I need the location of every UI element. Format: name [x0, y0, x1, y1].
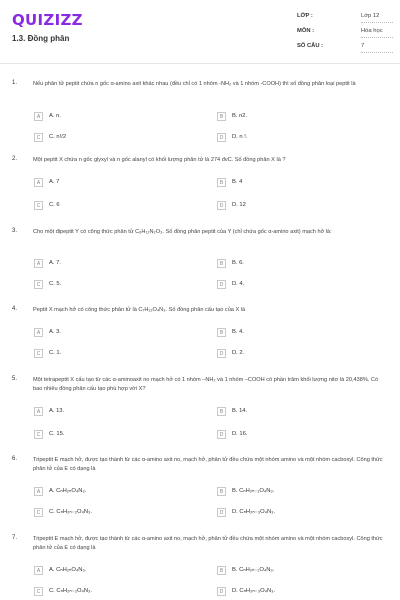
option-letter-box: D — [217, 280, 226, 289]
option-text: B. n2. — [232, 113, 248, 119]
option-text: D. 2. — [232, 350, 245, 356]
meta-row-question-count — [297, 43, 397, 58]
option-letter-box: D — [217, 349, 226, 358]
option-letter-box: B — [217, 487, 226, 496]
option-letter-box: C — [34, 201, 43, 210]
option-text: A. 7. — [49, 260, 61, 266]
option-text: C. 5. — [49, 281, 62, 287]
option-text: B. CₙH₂ₙ₋₁O₄N₃. — [232, 567, 275, 573]
option-letter-box: C — [34, 280, 43, 289]
question-text: Một tetrapeptit X cấu tạo từ các α-aminoaxit no mạch hở có 1 nhóm –NH₂ và 1 nhóm –COOH có phần trăm khối lượng nitơ là 20,438%. Có bao nhiêu đồng phân cấu tạo phù hợp với X? — [33, 377, 379, 393]
option-letter-box: B — [217, 112, 226, 121]
option-text: C. CₙH₂ₙ₋₂O₄N₃. — [49, 509, 92, 515]
option-letter-box: A — [34, 112, 43, 121]
option-letter-box: D — [217, 508, 226, 517]
question-number: 5. — [12, 376, 18, 382]
option-letter-box: D — [217, 201, 226, 210]
option-letter-box: D — [217, 133, 226, 142]
option-letter-box: C — [34, 508, 43, 517]
option-letter-box: A — [34, 487, 43, 496]
question-text: Cho một đipeptit Y có công thức phân tử C₆H₁₂N₂O₃. Số đồng phân peptit của Y (chỉ chứa gốc α-amino axit) mạch hở là: — [33, 229, 332, 235]
option-letter-box: C — [34, 349, 43, 358]
question-number: 2. — [12, 156, 18, 162]
option-text: A. 7 — [49, 179, 60, 185]
option-letter-box: D — [217, 430, 226, 439]
option-text: C. 15. — [49, 431, 65, 437]
option-text: A. CₙH₂ₙO₄N₃. — [49, 488, 87, 494]
option-text: B. 14. — [232, 408, 248, 414]
option-letter-box: B — [217, 328, 226, 337]
option-text: A. 3. — [49, 329, 61, 335]
option-letter-box: C — [34, 587, 43, 596]
option-text: C. 6 — [49, 202, 60, 208]
meta-value: Lớp 12 — [361, 13, 380, 19]
option-letter-box: A — [34, 259, 43, 268]
question-text: Tripeptit E mạch hở, được tạo thành từ các α-amino axit no, mạch hở, phân tử đều chứa một nhóm amino và một nhóm cacboxyl. Công thức phân tử của E có dạng là — [33, 457, 383, 473]
option-text: B. CₙH₂ₙ₋₁O₄N₃. — [232, 488, 275, 494]
option-letter-box: D — [217, 587, 226, 596]
option-letter-box: B — [217, 178, 226, 187]
option-text: A. 13. — [49, 408, 65, 414]
option-text: C. 1. — [49, 350, 62, 356]
option-letter-box: B — [217, 407, 226, 416]
question-text: Peptit X mạch hở có công thức phân tử là C₇H₁₃O₄N₃. Số đồng phân cấu tạo của X là — [33, 307, 246, 313]
quizizz-logo: QUIZIZZ — [12, 11, 83, 29]
option-letter-box: A — [34, 566, 43, 575]
option-letter-box: A — [34, 328, 43, 337]
question-number: 7. — [12, 535, 18, 541]
meta-label: LỚP : — [297, 13, 313, 19]
meta-value: 7 — [361, 43, 365, 49]
option-text: D. CₙH₂ₙ₋₃O₄N₃. — [232, 588, 276, 594]
option-text: D. 4. — [232, 281, 245, 287]
option-text: A. CₙH₂ₙO₄N₃. — [49, 567, 87, 573]
option-text: B. 4 — [232, 179, 243, 185]
question-text: Một peptit X chứa n gốc glyxyl và n gốc alanyl có khối lượng phân tử là 274 đvC. Số đồng phân X là ? — [33, 157, 286, 163]
question-text: Nếu phân tử peptit chứa n gốc α-amino axit khác nhau (đều chỉ có 1 nhóm -NH₂ và 1 nhóm -COOH) thì số đồng phân loại peptit là — [33, 81, 356, 87]
option-letter-box: B — [217, 259, 226, 268]
question-number: 3. — [12, 228, 18, 234]
option-text: C. CₙH₂ₙ₋₂O₄N₃. — [49, 588, 92, 594]
option-text: D. 12 — [232, 202, 246, 208]
option-text: B. 4. — [232, 329, 244, 335]
worksheet-title: 1.3. Đồng phân — [12, 34, 70, 43]
meta-row-class — [297, 13, 397, 28]
meta-underline — [361, 52, 393, 53]
option-text: B. 6. — [232, 260, 244, 266]
option-letter-box: A — [34, 178, 43, 187]
question-number: 6. — [12, 456, 18, 462]
option-letter-box: A — [34, 407, 43, 416]
meta-row-subject — [297, 28, 397, 43]
worksheet-header — [0, 0, 400, 64]
option-text: A. n. — [49, 113, 61, 119]
meta-underline — [361, 37, 393, 38]
question-text: Tripeptit E mạch hở, được tạo thành từ các α-amino axit no, mạch hở, phân tử đều chứa một nhóm amino và một nhóm cacboxyl. Công thức phân tử của E có dạng là — [33, 536, 383, 552]
worksheet-meta — [297, 13, 397, 58]
option-text: D. CₙH₂ₙ₋₃O₄N₃. — [232, 509, 276, 515]
question-number: 1. — [12, 80, 18, 86]
header-divider — [0, 63, 400, 64]
meta-label: SỐ CÂU : — [297, 43, 324, 49]
option-text: D. 16. — [232, 431, 248, 437]
option-text: C. n!/2 — [49, 134, 67, 140]
option-letter-box: B — [217, 566, 226, 575]
option-letter-box: C — [34, 430, 43, 439]
meta-label: MÔN : — [297, 28, 315, 34]
meta-value: Hóa học — [361, 28, 383, 34]
option-text: D. n !. — [232, 134, 248, 140]
meta-underline — [361, 22, 393, 23]
option-letter-box: C — [34, 133, 43, 142]
question-number: 4. — [12, 306, 18, 312]
